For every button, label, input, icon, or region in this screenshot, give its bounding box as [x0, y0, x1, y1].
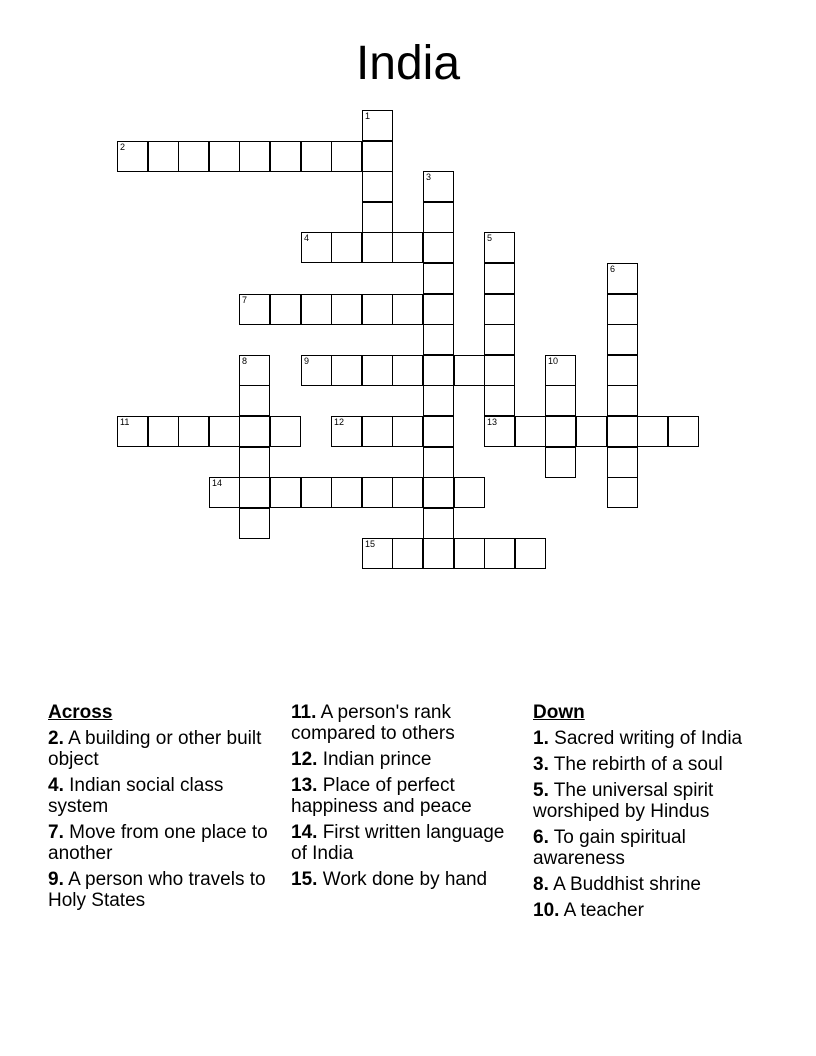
grid-cell[interactable] [423, 508, 454, 539]
grid-cell[interactable] [362, 141, 393, 172]
grid-cell[interactable] [178, 416, 209, 447]
grid-cell[interactable] [515, 538, 546, 569]
clue-down-10: 10. A teacher [533, 900, 644, 921]
grid-cell[interactable] [392, 538, 423, 569]
down-clues-column [533, 702, 753, 926]
grid-cell[interactable] [637, 416, 668, 447]
grid-cell[interactable] [148, 141, 179, 172]
grid-cell[interactable] [270, 141, 301, 172]
grid-cell[interactable] [423, 355, 454, 386]
grid-cell[interactable] [301, 477, 332, 508]
clue-number-label: 8 [242, 356, 248, 366]
grid-cell[interactable] [423, 294, 454, 325]
grid-cell[interactable] [484, 416, 515, 447]
clue-number-label: 11 [120, 417, 130, 427]
grid-cell[interactable] [423, 324, 454, 355]
grid-cell[interactable] [484, 355, 515, 386]
grid-cell[interactable] [607, 355, 638, 386]
grid-cell[interactable] [484, 385, 515, 416]
grid-cell[interactable] [331, 294, 362, 325]
grid-cell[interactable] [117, 416, 148, 447]
grid-cell[interactable] [239, 447, 270, 478]
clue-across-12: 12. Indian prince [291, 749, 432, 770]
clue-across-15: 15. Work done by hand [291, 869, 488, 890]
clue-number-label: 3 [426, 172, 432, 182]
grid-cell[interactable] [454, 538, 485, 569]
grid-cell[interactable] [423, 232, 454, 263]
clue-number-label: 9 [304, 356, 310, 366]
across-clues-column-1 [48, 702, 278, 916]
clue-number-label: 5 [487, 233, 493, 243]
grid-cell[interactable] [545, 416, 576, 447]
grid-cell[interactable] [362, 110, 393, 141]
grid-cell[interactable] [545, 355, 576, 386]
clue-down-1: 1. Sacred writing of India [533, 728, 743, 749]
grid-cell[interactable] [515, 416, 546, 447]
grid-cell[interactable] [607, 477, 638, 508]
grid-cell[interactable] [607, 385, 638, 416]
grid-cell[interactable] [484, 324, 515, 355]
grid-cell[interactable] [454, 355, 485, 386]
clue-number-label: 14 [212, 478, 223, 488]
grid-cell[interactable] [270, 477, 301, 508]
grid-cell[interactable] [576, 416, 607, 447]
grid-cell[interactable] [484, 263, 515, 294]
grid-cell[interactable] [668, 416, 699, 447]
clue-across-11: 11. A person's rank compared to others [291, 702, 455, 744]
grid-cell[interactable] [607, 294, 638, 325]
grid-cell[interactable] [301, 294, 332, 325]
grid-cell[interactable] [301, 355, 332, 386]
grid-cell[interactable] [423, 447, 454, 478]
grid-cell[interactable] [331, 355, 362, 386]
clue-number-label: 2 [120, 142, 126, 152]
clue-number-label: 1 [365, 111, 371, 121]
clue-down-8: 8. A Buddhist shrine [533, 874, 701, 895]
grid-cell[interactable] [607, 324, 638, 355]
grid-cell[interactable] [392, 294, 423, 325]
across-heading: Across [48, 702, 113, 723]
across-clues-column-2 [291, 702, 506, 895]
clue-number-label: 13 [487, 417, 498, 427]
clue-number-label: 7 [242, 295, 248, 305]
grid-cell[interactable] [423, 538, 454, 569]
grid-cell[interactable] [362, 538, 393, 569]
grid-cell[interactable] [209, 477, 240, 508]
puzzle-title: India [355, 37, 461, 90]
grid-cell[interactable] [301, 232, 332, 263]
grid-cell[interactable] [423, 171, 454, 202]
clue-across-9: 9. A person who travels to Holy States [48, 869, 266, 911]
grid-cell[interactable] [484, 232, 515, 263]
grid-cell[interactable] [209, 141, 240, 172]
clue-across-14: 14. First written language of India [291, 822, 505, 864]
grid-cell[interactable] [239, 294, 270, 325]
grid-cell[interactable] [454, 477, 485, 508]
grid-cell[interactable] [239, 141, 270, 172]
grid-cell[interactable] [607, 416, 638, 447]
grid-cell[interactable] [607, 447, 638, 478]
grid-cell[interactable] [331, 232, 362, 263]
grid-cell[interactable] [239, 385, 270, 416]
grid-cell[interactable] [423, 477, 454, 508]
grid-cell[interactable] [178, 141, 209, 172]
clue-number-label: 4 [304, 233, 310, 243]
grid-cell[interactable] [362, 355, 393, 386]
grid-cell[interactable] [239, 355, 270, 386]
grid-cell[interactable] [239, 508, 270, 539]
grid-cell[interactable] [484, 294, 515, 325]
grid-cell[interactable] [301, 141, 332, 172]
clue-across-7: 7. Move from one place to another [48, 822, 268, 864]
grid-cell[interactable] [392, 355, 423, 386]
grid-cell[interactable] [545, 447, 576, 478]
clue-down-5: 5. The universal spirit worshiped by Hindus [533, 780, 714, 822]
grid-cell[interactable] [392, 232, 423, 263]
clue-across-4: 4. Indian social class system [48, 775, 224, 817]
clue-across-13: 13. Place of perfect happiness and peace [291, 775, 472, 817]
grid-cell[interactable] [239, 416, 270, 447]
grid-cell[interactable] [331, 477, 362, 508]
down-heading: Down [533, 702, 585, 723]
grid-cell[interactable] [362, 416, 393, 447]
clue-down-6: 6. To gain spiritual awareness [533, 827, 686, 869]
grid-cell[interactable] [331, 141, 362, 172]
grid-cell[interactable] [270, 416, 301, 447]
clue-number-label: 10 [548, 356, 559, 366]
grid-cell[interactable] [392, 477, 423, 508]
grid-cell[interactable] [270, 294, 301, 325]
grid-cell[interactable] [484, 538, 515, 569]
grid-cell[interactable] [362, 294, 393, 325]
grid-cell[interactable] [362, 232, 393, 263]
clue-number-label: 12 [334, 417, 345, 427]
grid-cell[interactable] [607, 263, 638, 294]
grid-cell[interactable] [239, 477, 270, 508]
grid-cell[interactable] [362, 477, 393, 508]
grid-cell[interactable] [423, 416, 454, 447]
grid-cell[interactable] [423, 263, 454, 294]
clue-down-3: 3. The rebirth of a soul [533, 754, 723, 775]
grid-cell[interactable] [423, 202, 454, 233]
grid-cell[interactable] [148, 416, 179, 447]
clue-across-2: 2. A building or other built object [48, 728, 262, 770]
grid-cell[interactable] [362, 171, 393, 202]
grid-cell[interactable] [331, 416, 362, 447]
grid-cell[interactable] [423, 385, 454, 416]
grid-cell[interactable] [362, 202, 393, 233]
grid-cell[interactable] [545, 385, 576, 416]
grid-cell[interactable] [392, 416, 423, 447]
grid-cell[interactable] [209, 416, 240, 447]
clue-number-label: 15 [365, 539, 376, 549]
grid-cell[interactable] [117, 141, 148, 172]
clue-number-label: 6 [610, 264, 616, 274]
